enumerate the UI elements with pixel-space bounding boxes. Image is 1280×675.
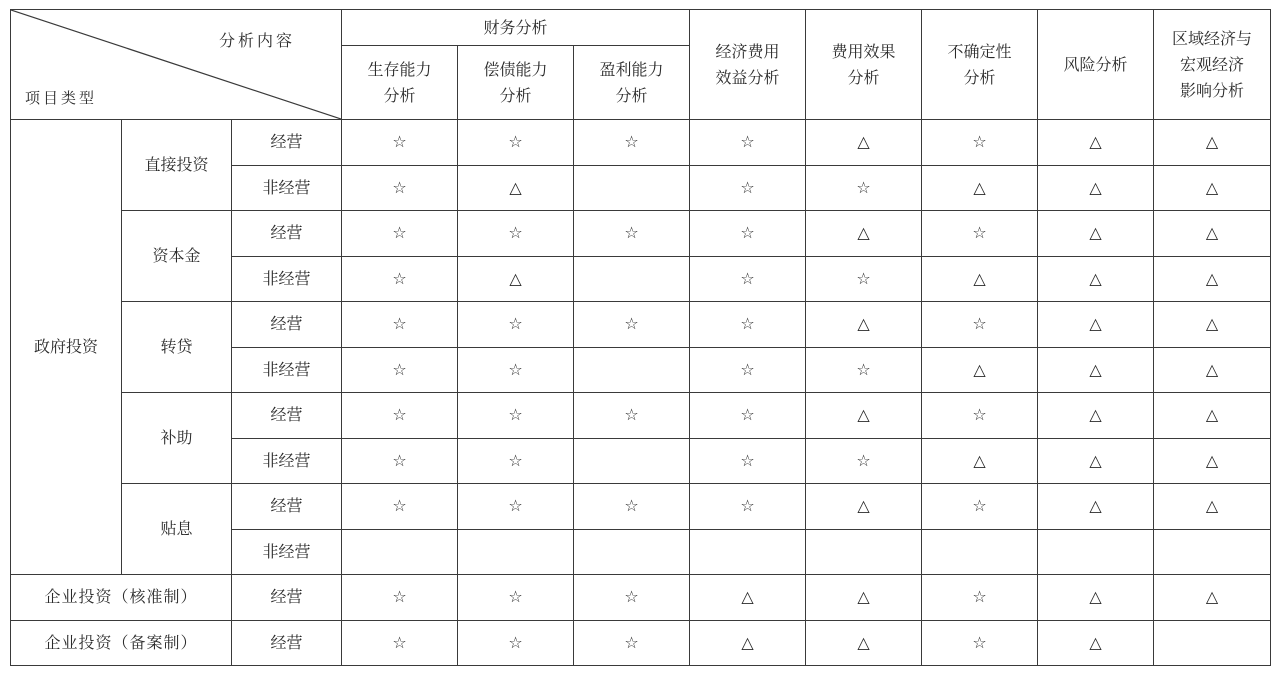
mark-cell: △ xyxy=(806,211,922,257)
mark-cell: △ xyxy=(922,347,1038,393)
mark-cell: ☆ xyxy=(342,620,458,666)
mark-cell: ☆ xyxy=(922,120,1038,166)
mark-cell: ☆ xyxy=(342,575,458,621)
mark-cell: △ xyxy=(690,575,806,621)
mark-cell: △ xyxy=(1038,120,1154,166)
mark-cell: ☆ xyxy=(690,302,806,348)
mark-cell: △ xyxy=(922,165,1038,211)
mark-cell xyxy=(574,165,690,211)
mark-cell: ☆ xyxy=(342,256,458,302)
mark-cell xyxy=(574,256,690,302)
mark-cell xyxy=(342,529,458,575)
mark-cell: ☆ xyxy=(690,438,806,484)
mark-cell: ☆ xyxy=(690,256,806,302)
mark-cell: △ xyxy=(806,393,922,439)
mark-cell: △ xyxy=(1154,120,1271,166)
table-row xyxy=(11,211,1271,257)
enterprise-filing-group: 企业投资（备案制） xyxy=(11,620,232,666)
mark-cell: ☆ xyxy=(458,393,574,439)
mark-cell: ☆ xyxy=(690,165,806,211)
project-type-cell: 经营 xyxy=(232,393,342,439)
project-type-cell: 经营 xyxy=(232,484,342,530)
mark-cell: △ xyxy=(1038,165,1154,211)
project-type-cell: 经营 xyxy=(232,211,342,257)
mark-cell: △ xyxy=(1038,484,1154,530)
interest-subsidy-group: 贴息 xyxy=(122,484,232,575)
mark-cell: ☆ xyxy=(342,438,458,484)
table-row xyxy=(11,484,1271,530)
mark-cell: ☆ xyxy=(574,484,690,530)
project-type-cell: 非经营 xyxy=(232,165,342,211)
mark-cell: ☆ xyxy=(690,120,806,166)
mark-cell: △ xyxy=(806,575,922,621)
mark-cell: ☆ xyxy=(922,393,1038,439)
mark-cell xyxy=(1154,620,1271,666)
project-type-cell: 经营 xyxy=(232,620,342,666)
mark-cell: △ xyxy=(1038,575,1154,621)
mark-cell: ☆ xyxy=(342,302,458,348)
mark-cell xyxy=(458,529,574,575)
government-investment-group: 政府投资 xyxy=(11,120,122,575)
mark-cell xyxy=(690,529,806,575)
project-type-cell: 经营 xyxy=(232,120,342,166)
corner-bottom-label: 项目类型 xyxy=(25,89,98,107)
mark-cell: ☆ xyxy=(458,575,574,621)
mark-cell: △ xyxy=(458,256,574,302)
mark-cell: ☆ xyxy=(458,302,574,348)
mark-cell: ☆ xyxy=(458,120,574,166)
mark-cell: ☆ xyxy=(574,393,690,439)
mark-cell: ☆ xyxy=(922,484,1038,530)
mark-cell: △ xyxy=(806,120,922,166)
mark-cell xyxy=(574,438,690,484)
mark-cell: ☆ xyxy=(574,302,690,348)
corner-header-cell xyxy=(11,10,342,120)
analysis-matrix-table xyxy=(10,9,1271,666)
mark-cell xyxy=(1038,529,1154,575)
mark-cell: ☆ xyxy=(690,347,806,393)
mark-cell: ☆ xyxy=(342,165,458,211)
mark-cell: ☆ xyxy=(574,211,690,257)
mark-cell: △ xyxy=(1038,347,1154,393)
table-row xyxy=(11,302,1271,348)
table-row xyxy=(11,575,1271,621)
mark-cell: △ xyxy=(922,256,1038,302)
mark-cell xyxy=(1154,529,1271,575)
mark-cell: ☆ xyxy=(806,438,922,484)
mark-cell: △ xyxy=(1154,211,1271,257)
mark-cell: ☆ xyxy=(458,484,574,530)
mark-cell: ☆ xyxy=(574,120,690,166)
economic-cost-benefit-header: 经济费用 效益分析 xyxy=(690,10,806,120)
enterprise-approval-group: 企业投资（核准制） xyxy=(11,575,232,621)
mark-cell: ☆ xyxy=(458,620,574,666)
mark-cell: △ xyxy=(806,620,922,666)
mark-cell: ☆ xyxy=(342,393,458,439)
project-type-cell: 非经营 xyxy=(232,347,342,393)
mark-cell: ☆ xyxy=(458,347,574,393)
project-type-cell: 非经营 xyxy=(232,529,342,575)
mark-cell: ☆ xyxy=(922,620,1038,666)
mark-cell: ☆ xyxy=(806,256,922,302)
table-row xyxy=(11,120,1271,166)
uncertainty-header: 不确定性 分析 xyxy=(922,10,1038,120)
mark-cell: ☆ xyxy=(342,484,458,530)
mark-cell: △ xyxy=(1154,438,1271,484)
regional-macro-header: 区域经济与 宏观经济 影响分析 xyxy=(1154,10,1271,120)
mark-cell: ☆ xyxy=(574,575,690,621)
mark-cell xyxy=(806,529,922,575)
relending-group: 转贷 xyxy=(122,302,232,393)
mark-cell xyxy=(574,529,690,575)
mark-cell: △ xyxy=(1154,165,1271,211)
mark-cell: △ xyxy=(1038,302,1154,348)
mark-cell: ☆ xyxy=(806,165,922,211)
table-row xyxy=(11,620,1271,666)
mark-cell: ☆ xyxy=(342,211,458,257)
mark-cell: ☆ xyxy=(690,393,806,439)
financial-analysis-header: 财务分析 xyxy=(342,10,690,46)
mark-cell: ☆ xyxy=(574,620,690,666)
mark-cell: ☆ xyxy=(458,438,574,484)
mark-cell: △ xyxy=(690,620,806,666)
mark-cell: ☆ xyxy=(922,211,1038,257)
mark-cell: △ xyxy=(1154,347,1271,393)
risk-analysis-header: 风险分析 xyxy=(1038,10,1154,120)
corner-top-label: 分析内容 xyxy=(219,31,296,50)
mark-cell: △ xyxy=(1038,438,1154,484)
direct-investment-group: 直接投资 xyxy=(122,120,232,211)
mark-cell: △ xyxy=(1038,620,1154,666)
subsidy-group: 补助 xyxy=(122,393,232,484)
mark-cell xyxy=(922,529,1038,575)
mark-cell xyxy=(574,347,690,393)
mark-cell: △ xyxy=(1154,302,1271,348)
mark-cell: △ xyxy=(806,484,922,530)
mark-cell: ☆ xyxy=(342,347,458,393)
cost-effect-header: 费用效果 分析 xyxy=(806,10,922,120)
mark-cell: △ xyxy=(1038,393,1154,439)
mark-cell: △ xyxy=(1154,393,1271,439)
project-type-cell: 非经营 xyxy=(232,438,342,484)
mark-cell: ☆ xyxy=(458,211,574,257)
mark-cell: △ xyxy=(922,438,1038,484)
mark-cell: △ xyxy=(1154,256,1271,302)
project-type-cell: 非经营 xyxy=(232,256,342,302)
mark-cell: ☆ xyxy=(690,484,806,530)
mark-cell: △ xyxy=(1154,575,1271,621)
mark-cell: △ xyxy=(1038,256,1154,302)
mark-cell: △ xyxy=(1154,484,1271,530)
mark-cell: △ xyxy=(806,302,922,348)
mark-cell: △ xyxy=(1038,211,1154,257)
table-row xyxy=(11,393,1271,439)
mark-cell: ☆ xyxy=(922,575,1038,621)
mark-cell: ☆ xyxy=(806,347,922,393)
solvency-header: 偿债能力 分析 xyxy=(458,46,574,120)
mark-cell: △ xyxy=(458,165,574,211)
project-type-cell: 经营 xyxy=(232,302,342,348)
project-type-cell: 经营 xyxy=(232,575,342,621)
header-row-1 xyxy=(11,10,1271,46)
mark-cell: ☆ xyxy=(690,211,806,257)
capital-group: 资本金 xyxy=(122,211,232,302)
profitability-header: 盈利能力 分析 xyxy=(574,46,690,120)
survival-ability-header: 生存能力 分析 xyxy=(342,46,458,120)
mark-cell: ☆ xyxy=(922,302,1038,348)
mark-cell: ☆ xyxy=(342,120,458,166)
